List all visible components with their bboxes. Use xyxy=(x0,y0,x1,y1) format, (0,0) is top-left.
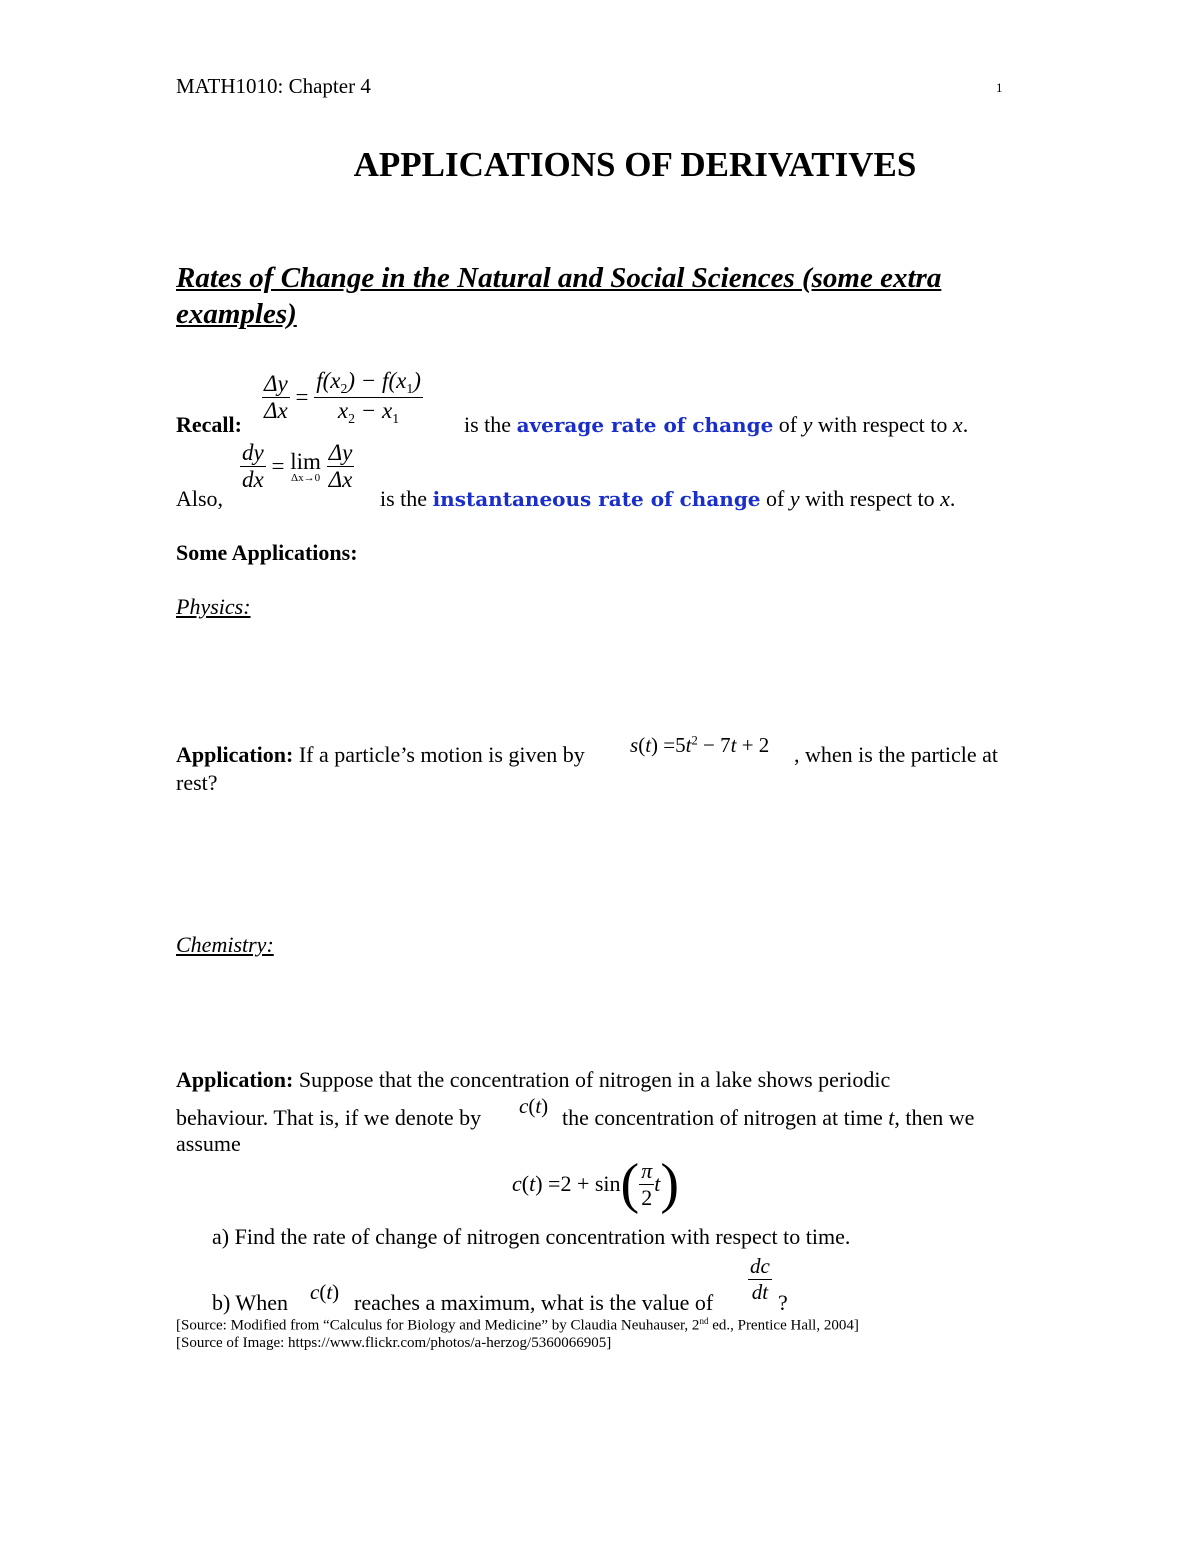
page-number: 1 xyxy=(996,80,1003,95)
part-a: a) Find the rate of change of nitrogen concentration with respect to time. xyxy=(212,1224,851,1249)
physics-application-cont: , when is the particle at xyxy=(794,742,999,767)
concentration-function-inline: c(t) xyxy=(519,1094,549,1118)
instantaneous-rate-term: instantaneous rate of change xyxy=(432,487,761,511)
also-label: Also, xyxy=(176,486,224,511)
section-heading-line1: Rates of Change in the Natural and Social Sciences (some extra xyxy=(176,262,942,294)
physics-application-label: Application: xyxy=(176,742,294,767)
some-applications-heading: Some Applications: xyxy=(176,540,358,565)
dc-dt-fraction: $\frac{dc}{dt}$ xyxy=(750,1254,770,1304)
instantaneous-rate-formula: $\frac{dy}{dx}$ = lim Δx→0 $\frac{\Delta y}{\Delta x}$ xyxy=(242,440,353,492)
part-b-middle: reaches a maximum, what is the value of xyxy=(354,1290,714,1315)
concentration-formula: c(t) =2 + sin( $\frac{\pi}{2}$ t) xyxy=(512,1153,680,1215)
section-heading-line2: examples) xyxy=(176,298,297,330)
part-b-start: b) When xyxy=(212,1290,288,1315)
concentration-function-part-b: c(t) xyxy=(310,1280,340,1304)
average-rate-term: average rate of change xyxy=(516,413,774,437)
chemistry-application-line2b: the concentration of nitrogen at time t, then we xyxy=(562,1105,975,1130)
chemistry-application: Application: Suppose that the concentration of nitrogen in a lake shows periodic xyxy=(176,1067,891,1092)
physics-application-end: rest? xyxy=(176,770,218,795)
chemistry-application-line2a: behaviour. That is, if we denote by xyxy=(176,1105,482,1130)
also-explanation: is the instantaneous rate of change of y with respect to x. xyxy=(380,486,956,511)
chemistry-application-label: Application: xyxy=(176,1067,294,1092)
page-title: APPLICATIONS OF DERIVATIVES xyxy=(353,145,917,184)
source-citation: [Source: Modified from “Calculus for Biology and Medicine” by Claudia Neuhauser, 2nd ed., Prentice Hall, 2004] xyxy=(176,1316,859,1334)
recall-line xyxy=(176,412,242,438)
image-source-citation: [Source of Image: https://www.flickr.com/photos/a-herzog/5360066905] xyxy=(176,1335,612,1351)
part-b-end: ? xyxy=(778,1290,788,1315)
chemistry-heading: Chemistry: xyxy=(176,932,274,957)
physics-application: Application: If a particle’s motion is given by xyxy=(176,742,585,767)
position-function: $s(t) =5t^2 - 7t + 2$ xyxy=(630,733,770,757)
physics-heading: Physics: xyxy=(176,594,251,619)
course-header: MATH1010: Chapter 4 xyxy=(176,74,371,98)
recall-explanation: is the average rate of change of y with respect to x. xyxy=(464,412,969,437)
recall-label: Recall: xyxy=(176,412,242,437)
chemistry-application-line3: assume xyxy=(176,1131,241,1156)
average-rate-formula: $\frac{\Delta y}{\Delta x}$ = $\frac{f(x_2) - f(x_1)}{x_2 - x_1}$ xyxy=(264,368,421,426)
